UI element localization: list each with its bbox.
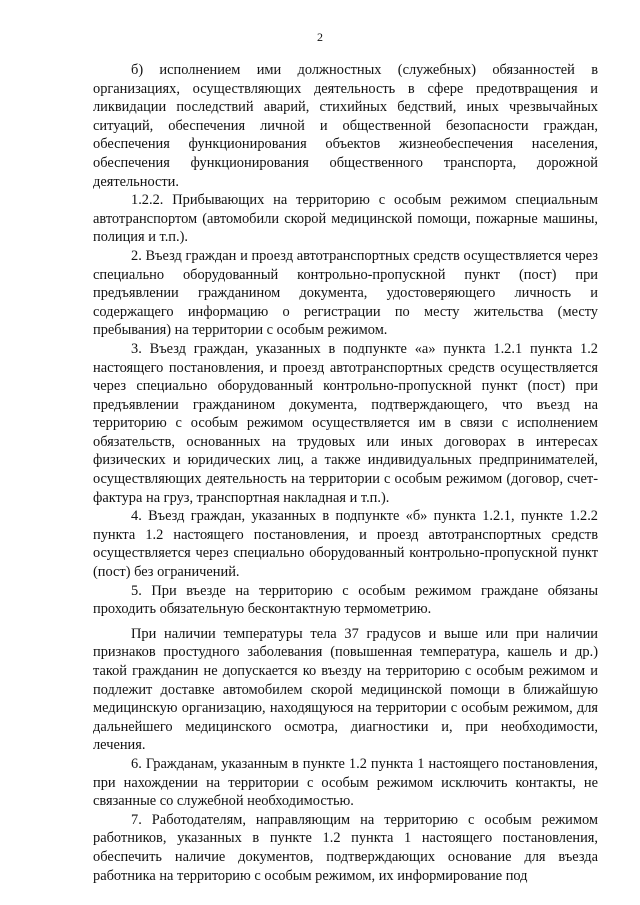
- paragraph-5-temperature-rule: При наличии температуры тела 37 градусов и выше или при наличии признаков простудного заболевания (повышенная температура, кашель и др.) такой гражданин не допускается ко въезду на территорию с особым режимом и подлежит доставке автомобилем скорой медицинской помощи в ближайшую медицинскую организацию, находящуюся на территории с особым режимом, для дальнейшего медицинского осмотра, диагностики и, при необходимости, лечения.: [93, 625, 598, 754]
- document-body: [93, 61, 598, 885]
- paragraph-4-entry-unrestricted: 4. Въезд граждан, указанных в подпункте «б» пункта 1.2.1, пункте 1.2.2 пункта 1.2 настоящего постановления, и проезд автотранспортных средств осуществляется через специально оборудованный контрольно-пропускной пункт (пост) без ограничений.: [93, 508, 598, 581]
- paragraph-2-entry-checkpoint: 2. Въезд граждан и проезд автотранспортных средств осуществляется через специально оборудованный контрольно-пропускной пункт (пост) при предъявлении гражданином документа, удостоверяющего личность и содержащего информацию о регистрации по месту жительства (месту пребывания) на территории с особым режимом.: [93, 247, 598, 339]
- paragraph-1-2-2-special-transport: 1.2.2. Прибывающих на территорию с особым режимом специальным автотранспортом (автомобили скорой медицинской помощи, пожарные машины, полиция и т.п.).: [93, 192, 598, 246]
- paragraph-6-no-contacts: 6. Гражданам, указанным в пункте 1.2 пункта 1 настоящего постановления, при нахождении на территории с особым режимом исключить контакты, не связанные со служебной необходимостью.: [93, 755, 598, 810]
- page-number: 2: [317, 30, 323, 44]
- paragraph-7-employers: 7. Работодателям, направляющим на территорию с особым режимом работников, указанных в пункте 1.2 пункта 1 настоящего постановления, обеспечить наличие документов, подтверждающих основание для въезда работника на территорию с особым режимом, их информирование под: [93, 811, 598, 884]
- paragraph-3-entry-contracts: 3. Въезд граждан, указанных в подпункте «а» пункта 1.2.1 пункта 1.2 настоящего постановления, и проезд автотранспортных средств осуществляется через специально оборудованный контрольно-пропускной пункт (пост) при предъявлении гражданином документа, подтверждающего, что въезд на территорию с особым режимом осуществляется им в связи с исполнением обязательств, основанных на трудовых или иных договорах в интересах физических и юридических лиц, а также индивидуальных предпринимателей, осуществляющих деятельность на территории с особым режимом (договор, счет-фактура на груз, транспортная накладная и т.п.).: [93, 340, 598, 506]
- paragraph-5-thermometry: 5. При въезде на территорию с особым режимом граждане обязаны проходить обязательную бесконтактную термометрию.: [93, 582, 598, 618]
- paragraph-1b-duties: б) исполнением ими должностных (служебных) обязанностей в организациях, осуществляющих деятельность в сфере предотвращения и ликвидации последствий аварий, стихийных бедствий, иных чрезвычайных ситуаций, обеспечения личной и общественной безопасности граждан, обеспечения функционирования объектов жизнеобеспечения населения, обеспечения функционирования общественного транспорта, дорожной деятельности.: [93, 62, 598, 190]
